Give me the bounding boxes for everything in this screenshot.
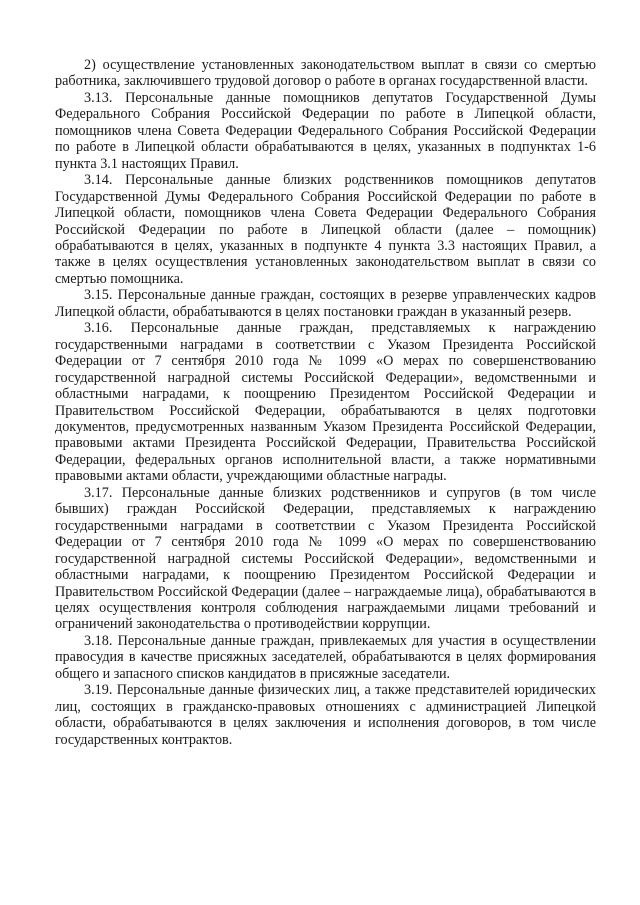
paragraph-3-16: 3.16. Персональные данные граждан, представляемых к награждению государственными наградами в соответствии с Указом Президента Российской Федерации от 7 сентября 2010 года № 1099 «О мерах по совершенствованию государственной наградной системы Российской Федерации», ведомственными и областными наградами, к поощрению Президентом Российской Федерации и Правительством Российской Федерации, обрабатываются в целях подготовки документов, предусмотренных названным Указом Президента Российской Федерации, правовыми актами Президента Российской Федерации, Правительства Российской Федерации, федеральных органов исполнительной власти, а также нормативными правовыми актами области, учреждающими областные награды. (55, 320, 596, 485)
paragraph-3-17: 3.17. Персональные данные близких родственников и супругов (в том числе бывших) граждан Российской Федерации, представляемых к награждению государственными наградами в соответствии с Указом Президента Российской Федерации от 7 сентября 2010 года № 1099 «О мерах по совершенствованию государственной наградной системы Российской Федерации», ведомственными и областными наградами, к поощрению Президентом Российской Федерации и Правительством Российской Федерации (далее – награждаемые лица), обрабатываются в целях осуществления контроля соблюдения награждаемыми лицами требований и ограничений законодательства о противодействии коррупции. (55, 484, 596, 633)
paragraph-3-15: 3.15. Персональные данные граждан, состоящих в резерве управленческих кадров Липецкой области, обрабатываются в целях постановки граждан в указанный резерв. (55, 287, 596, 320)
paragraph-3-13: 3.13. Персональные данные помощников депутатов Государственной Думы Федерального Собрания Российской Федерации по работе в Липецкой области, помощников члена Совета Федерации Федерального Собрания Российской Федерации по работе в Липецкой области обрабатываются в целях, указанных в подпунктах 1-6 пункта 3.1 настоящих Правил. (55, 89, 596, 172)
paragraph-2-death-payments: 2) осуществление установленных законодательством выплат в связи со смертью работника, заключившего трудовой договор о работе в органах государственной власти. (55, 57, 596, 90)
paragraph-3-19: 3.19. Персональные данные физических лиц, а также представителей юридических лиц, состоящих в гражданско-правовых отношениях с администрацией Липецкой области, обрабатываются в целях заключения и исполнения договоров, в том числе государственных контрактов. (55, 682, 596, 748)
paragraph-3-18: 3.18. Персональные данные граждан, привлекаемых для участия в осуществлении правосудия в качестве присяжных заседателей, обрабатываются в целях формирования общего и запасного списков кандидатов в присяжные заседатели. (55, 632, 596, 682)
paragraph-3-14: 3.14. Персональные данные близких родственников помощников депутатов Государственной Думы Федерального Собрания Российской Федерации по работе в Липецкой области, помощников члена Совета Федерации Федерального Собрания Российской Федерации по работе в Липецкой области (далее – помощник) обрабатываются в целях, указанных в подпункте 4 пункта 3.3 настоящих Правил, а также в целях осуществления установленных законодательством выплат в связи со смертью помощника. (55, 172, 596, 287)
